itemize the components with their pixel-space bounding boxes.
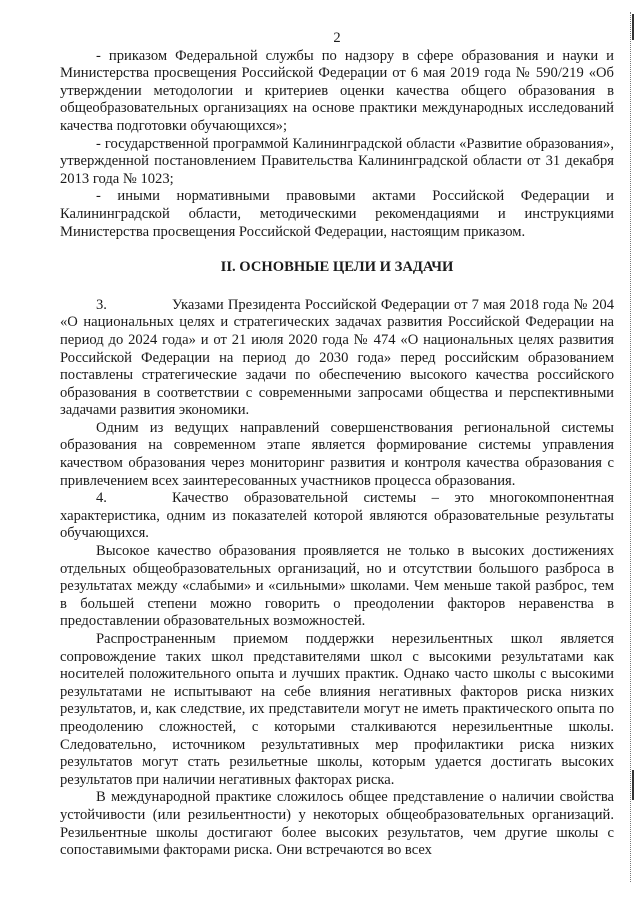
scan-edge-line bbox=[630, 12, 632, 882]
numbered-paragraph bbox=[60, 490, 614, 543]
section-title: II. ОСНОВНЫЕ ЦЕЛИ И ЗАДАЧИ bbox=[220, 259, 454, 276]
paragraph: - государственной программой Калининградской области «Развитие образования», утвержденной постановлением Правительства Калининградской области от 31 декабря 2013 года № 1023; bbox=[60, 135, 614, 187]
numbered-paragraph bbox=[60, 297, 614, 420]
paragraph: Высокое качество образования проявляется не только в высоких достижениях отдельных общеобразовательных организаций, но и отсутствии большого разброса в результатах между «слабыми» и «сильными» школами. Чем меньше такой разброс, тем в большей степени можно говорить о преодолении факторов неравенства в предоставлении образовательных возможностей. bbox=[60, 543, 614, 630]
paragraph: - приказом Федеральной службы по надзору в сфере образования и науки и Министерства просвещения Российской Федерации от 6 мая 2019 года № 590/219 «Об утверждении методологии и критериев оценки качества общего образования в общеобразовательных организациях на основе практики международных исследований качества подготовки обучающихся»; bbox=[60, 47, 614, 134]
page-number: 2 bbox=[333, 30, 341, 46]
scan-mark bbox=[632, 770, 634, 800]
item-number: 3. bbox=[96, 296, 107, 313]
item-text: Указами Президента Российской Федерации от 7 мая 2018 года № 204 «О национальных целях и стратегических задачах развития Российской Федерации на период до 2024 года» и от 21 июля 2020 года № 474 «О национальных целях развития Российской Федерации на период до 2030 года» перед российским образованием поставлены стратегические задачи по обеспечению высокого качества российского образования в соответствии с современными запросами общества и перспективными задачами развития экономики. bbox=[60, 296, 614, 419]
scan-mark bbox=[632, 14, 634, 40]
paragraph: - иными нормативными правовыми актами Российской Федерации и Калининградской области, методическими рекомендациями и инструкциями Министерства просвещения Российской Федерации, настоящим приказом. bbox=[60, 188, 614, 240]
document-page bbox=[60, 30, 614, 860]
item-text: Качество образовательной системы – это многокомпонентная характеристика, одним из показателей которой являются образовательные результаты обучающихся. bbox=[60, 490, 614, 542]
paragraph: Одним из ведущих направлений совершенствования региональной системы образования на современном этапе является формирование системы управления качеством образования через мониторинг развития и контроля качества образования с привлечением всех заинтересованных участников процесса образования. bbox=[60, 419, 614, 489]
paragraph: Распространенным приемом поддержки нерезильентных школ является сопровождение таких школ представителями школ с высокими результатами как носителей положительного опыта и лучших практик. Однако часто школы с высокими результатами не испытывают на себе влияния негативных факторов риска низких результатов, и, как следствие, их представители могут не иметь практического опыта по преодолению сложностей, с которыми сталкиваются нерезильентные школы. Следовательно, источником результативных мер профилактики риска низких результатов могут стать резильетные школы, которым удается достигать высоких результатов при наличии негативных факторах риска. bbox=[60, 631, 614, 788]
item-number: 4. bbox=[96, 490, 107, 507]
paragraph: В международной практике сложилось общее представление о наличии свойства устойчивости (или резильентности) у некоторых общеобразовательных организаций. Резильентные школы достигают более высоких результатов, чем другие школы с сопоставимыми факторами риска. Они встречаются во всех bbox=[60, 789, 614, 859]
